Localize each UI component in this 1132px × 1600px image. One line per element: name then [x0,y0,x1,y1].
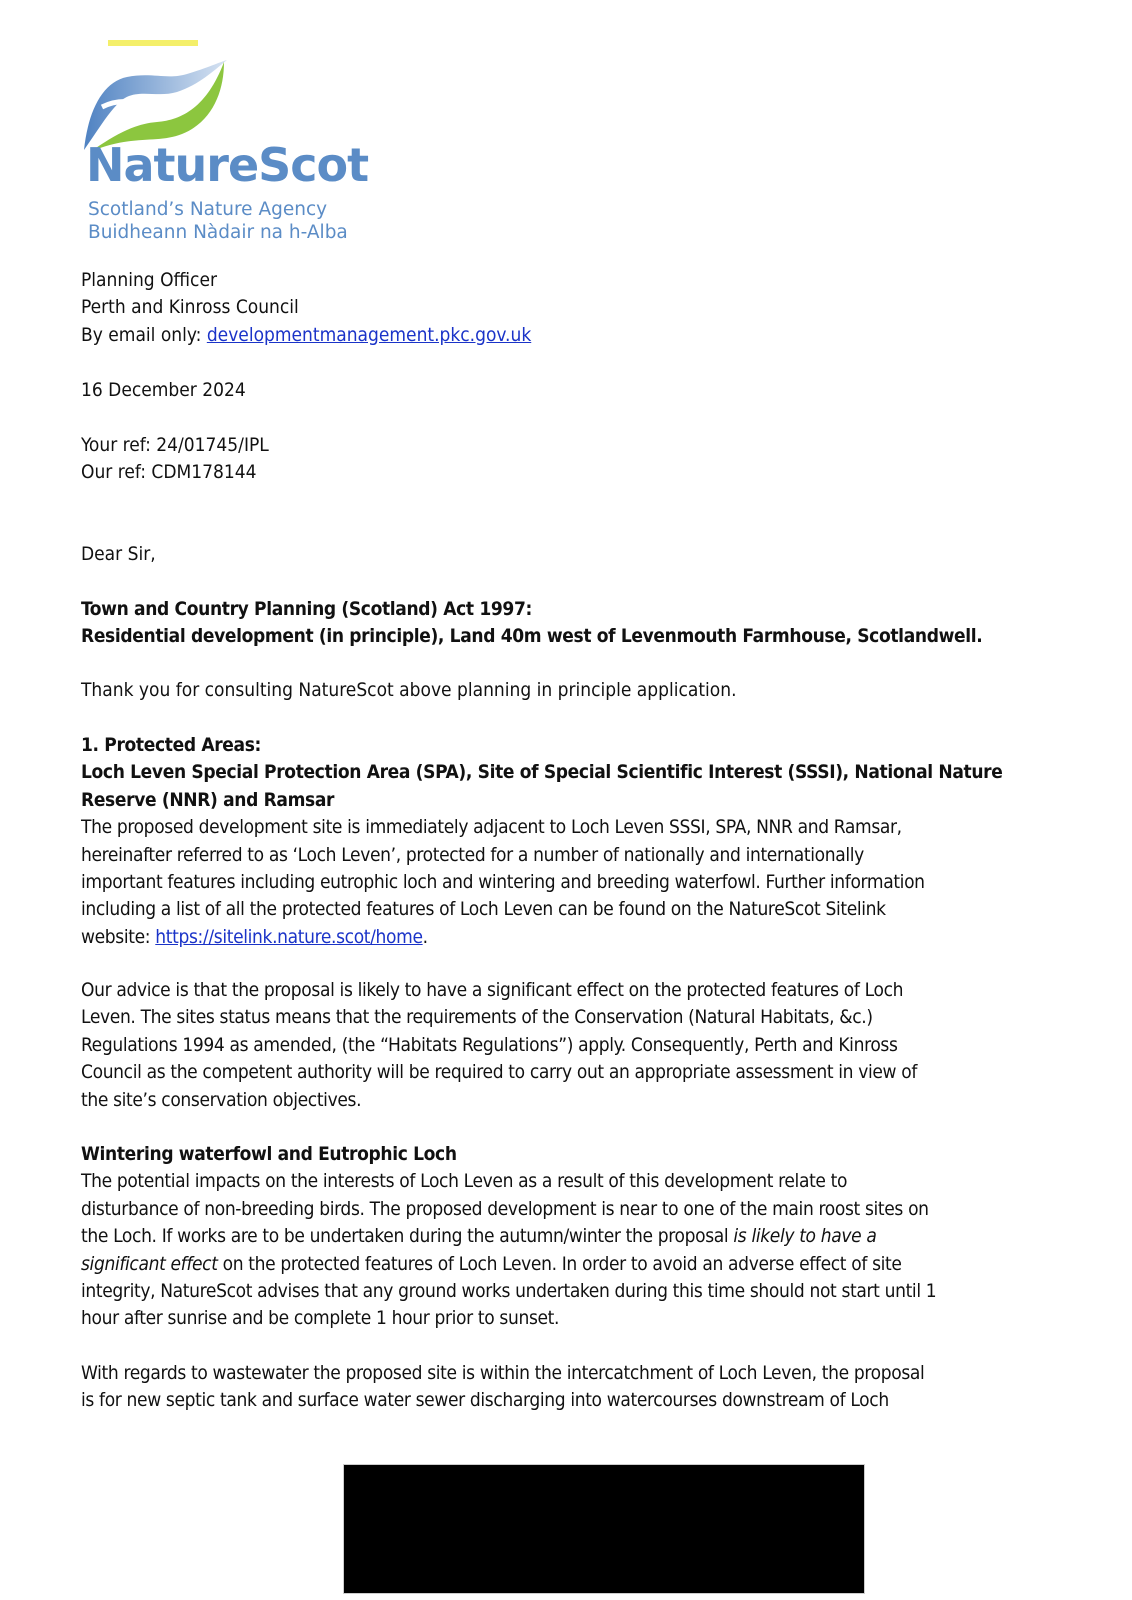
paragraph-line [81,1223,1051,1250]
italic-emphasis: significant effect [81,1252,218,1275]
recipient-email-line [81,322,1051,349]
logo-tagline-english: Scotland’s Nature Agency [88,199,328,220]
paragraph-line: Council as the competent authority will be required to carry out an appropriate assessment in view of [81,1061,918,1084]
your-ref: Your ref: 24/01745/IPL [81,434,269,456]
our-ref: Our ref: CDM178144 [81,461,257,484]
letter-date: 16 December 2024 [81,379,246,401]
leaf-emblem-icon [82,52,232,152]
logo-yellow-bar [108,40,198,46]
sitelink-link[interactable]: https://sitelink.nature.scot/home [155,925,423,948]
paragraph-line: Leven. The sites status means that the requirements of the Conservation (Natural Habitats, &c.) [81,1006,873,1029]
wintering-heading: Wintering waterfowl and Eutrophic Loch [81,1143,457,1165]
text-run: the Loch. If works are to be undertaken during the autumn/winter the proposal [81,1225,734,1248]
website-line [81,924,1051,951]
section-subheading-line-1: Loch Leven Special Protection Area (SPA), Site of Special Scientific Interest (SSSI), National Nature [81,761,1003,784]
logo-wordmark: NatureScot [86,138,369,192]
subject-line-1: Town and Country Planning (Scotland) Act 1997: [81,598,532,620]
paragraph-line: Regulations 1994 as amended, (the “Habitats Regulations”) apply. Consequently, Perth and Kinross [81,1033,898,1056]
email-link[interactable]: developmentmanagement.pkc.gov.uk [206,323,532,346]
paragraph-line: hereinafter referred to as ‘Loch Leven’, protected for a number of nationally and internationally [81,843,864,866]
email-prefix: By email only: [81,323,207,346]
subject-heading [81,596,1051,651]
paragraph-line: The proposed development site is immediately adjacent to Loch Leven SSSI, SPA, NNR and Ramsar, [81,816,902,839]
paragraph-line: including a list of all the protected features of Loch Leven can be found on the NatureScot Sitelink [81,898,886,921]
paragraph-line: is for new septic tank and surface water sewer discharging into watercourses downstream of Loch [81,1389,889,1412]
paragraph-line: The potential impacts on the interests of Loch Leven as a result of this development relate to [81,1170,848,1193]
paragraph-line: With regards to wastewater the proposed site is within the intercatchment of Loch Leven, the proposal [81,1362,925,1384]
paragraph-line: hour after sunrise and be complete 1 hour prior to sunset. [81,1307,560,1330]
wastewater-paragraph [81,1360,1051,1415]
section-wintering-waterfowl [81,1141,1051,1333]
subject-line-2: Residential development (in principle), Land 40m west of Levenmouth Farmhouse, Scotlandwell. [81,625,983,648]
recipient-title: Planning Officer [81,269,217,291]
paragraph-line [81,1251,1051,1278]
section-subheading-line-2: Reserve (NNR) and Ramsar [81,788,335,811]
references [81,432,1051,487]
advice-paragraph [81,977,1051,1114]
salutation: Dear Sir, [81,543,156,565]
recipient-organisation: Perth and Kinross Council [81,296,299,319]
text-run: on the protected features of Loch Leven. In order to avoid an adverse effect of site [217,1252,902,1275]
logo-tagline-gaelic: Buidheann Nàdair na h-Alba [88,222,348,243]
recipient-address [81,267,1051,349]
italic-emphasis: is likely to have a [733,1225,877,1248]
naturescot-logo [82,38,382,248]
website-suffix: . [422,925,428,948]
paragraph-line: the site’s conservation objectives. [81,1088,362,1111]
redacted-footer-block [343,1464,865,1594]
website-prefix: website: [81,925,156,948]
section-heading: 1. Protected Areas: [81,734,262,756]
section-protected-areas [81,732,1051,951]
paragraph-line: integrity, NatureScot advises that any ground works undertaken during this time should not start until 1 [81,1280,937,1303]
thanks-paragraph: Thank you for consulting NatureScot above planning in principle application. [81,679,737,701]
paragraph-line: Our advice is that the proposal is likely to have a significant effect on the protected features of Loch [81,979,904,1001]
paragraph-line: important features including eutrophic loch and wintering and breeding waterfowl. Further information [81,871,925,894]
paragraph-line: disturbance of non-breeding birds. The proposed development is near to one of the main roost sites on [81,1197,929,1220]
